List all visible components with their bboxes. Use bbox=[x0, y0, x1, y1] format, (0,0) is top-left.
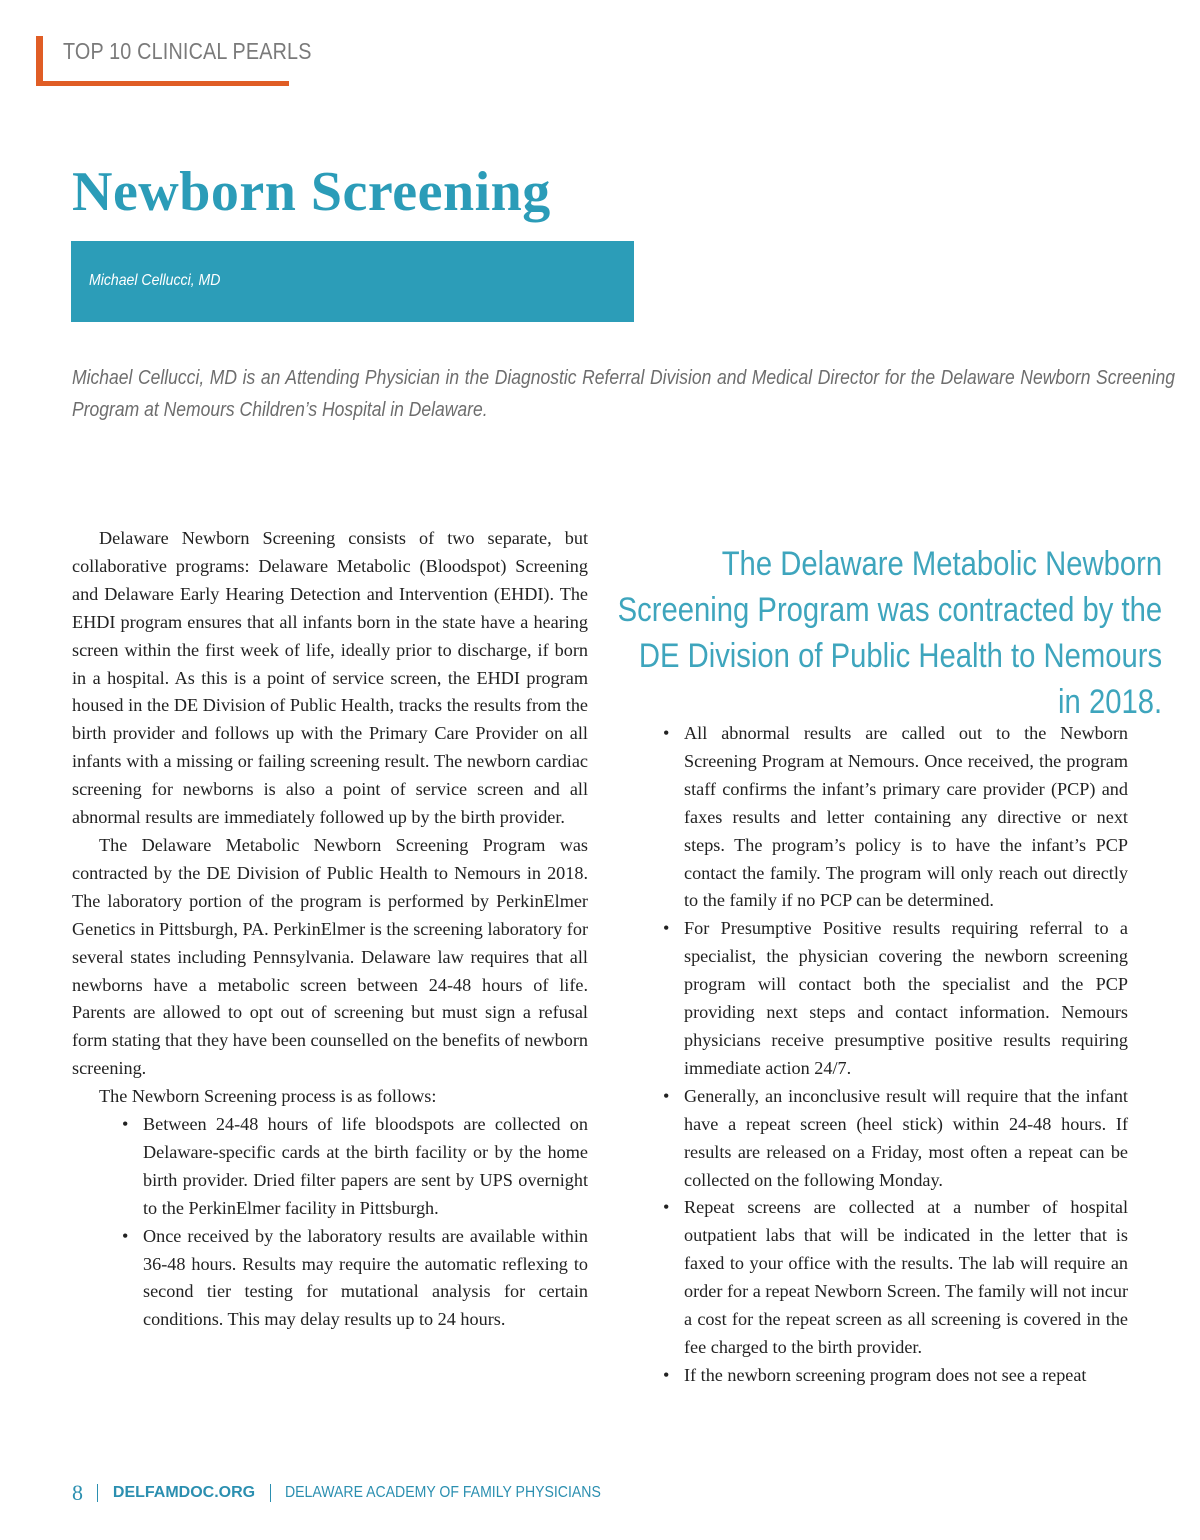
pull-quote: The Delaware Metabolic Newborn Screening Program was contracted by the DE Division of Public Health to Nemours in 2018. bbox=[617, 545, 1163, 721]
body-paragraph: The Newborn Screening process is as follows: bbox=[99, 1086, 437, 1107]
list-item: • Between 24-48 hours of life bloodspots are collected on Delaware-specific cards at the birth facility or by the home birth provider. Dried filter papers are sent by UPS overnight to the PerkinElmer facility in Pittsburgh. bbox=[143, 1111, 588, 1223]
author-bio: Michael Cellucci, MD is an Attending Physician in the Diagnostic Referral Division and Medical Director for the Delaware Newborn Screening Program at Nemours Children’s Hospital in Delaware. bbox=[72, 366, 1175, 421]
footer-divider bbox=[97, 1484, 98, 1502]
process-list bbox=[72, 1111, 588, 1334]
results-list bbox=[684, 720, 1128, 1390]
author-banner bbox=[71, 241, 634, 322]
page-footer bbox=[72, 1480, 644, 1510]
list-item: • Generally, an inconclusive result will require that the infant have a repeat screen (heel stick) within 24-48 hours. If results are released on a Friday, most often a repeat can be collected on the following Monday. bbox=[684, 1083, 1128, 1195]
list-item: • Repeat screens are collected at a number of hospital outpatient labs that will be indicated in the letter that is faxed to your office with the results. The lab will require an order for a repeat Newborn Screen. The family will not incur a cost for the repeat screen as all screening is covered in the fee charged to the birth provider. bbox=[684, 1194, 1128, 1361]
list-item: • All abnormal results are called out to the Newborn Screening Program at Nemours. Once received, the program staff confirms the infant’s primary care provider (PCP) and faxes results and letter containing any directive or next steps. The program’s policy is to have the infant’s PCP contact the family. The program will only reach out directly to the family if no PCP can be determined. bbox=[684, 720, 1128, 915]
list-item: • If the newborn screening program does not see a repeat bbox=[684, 1362, 1128, 1390]
body-paragraph: The Delaware Metabolic Newborn Screening Program was contracted by the DE Division of Public Health to Nemours in 2018. The laboratory portion of the program is performed by PerkinElmer Genetics in Pittsburgh, PA. PerkinElmer is the screening laboratory for several states including Pennsylvania. Delaware law requires that all newborns have a metabolic screen between 24-48 hours of life. Parents are allowed to opt out of screening but must sign a refusal form stating that they have been counselled on the benefits of newborn screening. bbox=[72, 834, 588, 1079]
section-tag bbox=[36, 36, 312, 86]
left-column bbox=[72, 525, 588, 1334]
section-tag-label: TOP 10 CLINICAL PEARLS bbox=[63, 38, 312, 64]
page-number: 8 bbox=[72, 1480, 83, 1505]
body-paragraph: Delaware Newborn Screening consists of two separate, but collaborative programs: Delaware Metabolic (Bloodspot) Screening and Delaware Early Hearing Detection and Intervention (EHDI). The EHDI program ensures that all infants born in the state have a hearing screen within the first week of life, ideally prior to discharge, if born in a hospital. As this is a point of service screen, the EHDI program housed in the DE Division of Public Health, tracks the results from the birth provider and follows up with the Primary Care Provider on all infants with a missing or failing screening result. The newborn cardiac screening for newborns is also a point of service screen and all abnormal results are immediately followed up by the birth provider. bbox=[72, 528, 588, 828]
right-column bbox=[684, 720, 1128, 1390]
article-title: Newborn Screening bbox=[72, 161, 551, 223]
list-item: • For Presumptive Positive results requiring referral to a specialist, the physician covering the newborn screening program will contact both the specialist and the PCP providing next steps and contact information. Nemours physicians receive presumptive positive results requiring immediate action 24/7. bbox=[684, 915, 1128, 1082]
footer-organization: DELAWARE ACADEMY OF FAMILY PHYSICIANS bbox=[285, 1484, 601, 1501]
footer-divider bbox=[270, 1484, 271, 1502]
author-name: Michael Cellucci, MD bbox=[89, 272, 221, 289]
footer-site-link[interactable]: DELFAMDOC.ORG bbox=[112, 1484, 256, 1501]
list-item: • Once received by the laboratory results are available within 36-48 hours. Results may require the automatic reflexing to second tier testing for mutational analysis for certain conditions. This may delay results up to 24 hours. bbox=[143, 1223, 588, 1335]
